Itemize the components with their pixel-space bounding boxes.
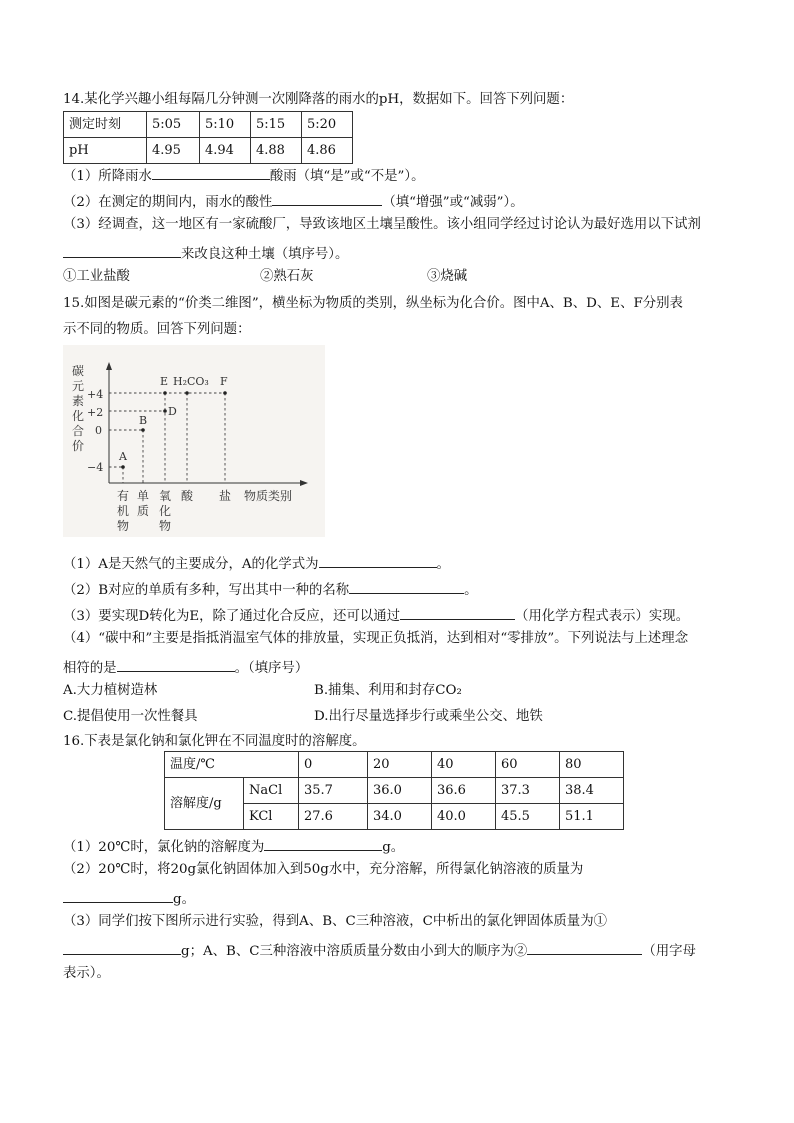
table-cell: 40 xyxy=(432,752,496,778)
table-cell: 38.4 xyxy=(560,778,624,804)
q16-part3: （3）同学们按下图所示进行实验，得到A、B、C三种溶液，C中析出的氯化钾固体质量为① xyxy=(63,914,607,929)
point-label: D xyxy=(168,405,177,418)
q16-stem: 16.下表是氯化钠和氯化钾在不同温度时的溶解度。 xyxy=(63,734,366,749)
answer-blank[interactable] xyxy=(349,578,464,594)
q14-ph-table xyxy=(63,111,353,164)
q15-part4-cont: 相符的是 。（填序号） xyxy=(63,656,308,678)
q15-stem-cont: 示不同的物质。回答下列问题： xyxy=(63,322,251,337)
table-cell: 0 xyxy=(299,752,368,778)
y-title-char: 化 xyxy=(72,409,85,423)
y-tick-label: −4 xyxy=(87,461,104,474)
y-tick-label: +4 xyxy=(87,388,104,401)
y-tick-label: +2 xyxy=(87,406,104,419)
point-h2co3 xyxy=(185,391,189,395)
answer-blank[interactable] xyxy=(319,552,437,568)
y-axis-arrow-icon xyxy=(106,362,112,370)
x-axis-title: 物质类别 xyxy=(244,489,293,503)
point-f xyxy=(223,391,227,395)
q16-part1: （1）20℃时，氯化钠的溶解度为 g。 xyxy=(63,835,404,857)
point-b xyxy=(141,428,145,432)
x-label-char: 物 xyxy=(117,519,130,533)
q15-option-c: C.提倡使用一次性餐具 xyxy=(63,709,198,724)
table-cell: 36.0 xyxy=(368,778,432,804)
table-cell: 4.88 xyxy=(251,138,302,164)
answer-blank[interactable] xyxy=(63,242,181,258)
y-tick-label: 0 xyxy=(95,424,102,437)
y-title-char: 价 xyxy=(72,439,85,453)
q16-solubility-table xyxy=(164,751,624,830)
table-cell: 5:15 xyxy=(251,112,302,138)
table-cell: 4.95 xyxy=(147,138,200,164)
table-cell: 5:10 xyxy=(200,112,251,138)
table-cell: 5:05 xyxy=(147,112,200,138)
table-cell: 36.6 xyxy=(432,778,496,804)
x-label-char: 单 xyxy=(137,489,150,503)
answer-blank[interactable] xyxy=(400,604,515,620)
table-cell: 40.0 xyxy=(432,804,496,830)
table-cell: 34.0 xyxy=(368,804,432,830)
table-row xyxy=(64,112,353,138)
q15-part1: （1）A是天然气的主要成分，A的化学式为 。 xyxy=(63,552,450,574)
q15-part2: （2）B对应的单质有多种，写出其中一种的名称 。 xyxy=(63,578,478,600)
x-label-char: 质 xyxy=(137,504,150,518)
table-cell: 4.94 xyxy=(200,138,251,164)
q14-stem: 14.某化学兴趣小组每隔几分钟测一次刚降落的雨水的pH，数据如下。回答下列问题： xyxy=(63,92,574,107)
q16-part3-end: 表示）。 xyxy=(63,966,110,981)
diagram-svg xyxy=(63,345,325,537)
table-cell: 5:20 xyxy=(302,112,353,138)
table-cell: pH xyxy=(64,138,147,164)
q15-option-a: A.大力植树造林 xyxy=(63,683,158,698)
table-cell: 27.6 xyxy=(299,804,368,830)
x-axis-arrow-icon xyxy=(300,480,308,486)
point-label: B xyxy=(139,414,148,427)
point-e xyxy=(163,391,167,395)
answer-blank[interactable] xyxy=(63,887,173,903)
table-cell: 60 xyxy=(496,752,560,778)
table-cell: KCl xyxy=(244,804,299,830)
q14-option-1: ①工业盐酸 xyxy=(63,269,130,284)
x-label-char: 机 xyxy=(117,504,130,518)
point-label: H₂CO₃ xyxy=(173,375,209,388)
q15-part4: （4）“碳中和”主要是指抵消温室气体的排放量，实现正负抵消，达到相对“零排放”。下列说法与上述理念 xyxy=(63,631,689,646)
table-cell: 80 xyxy=(560,752,624,778)
point-label: F xyxy=(220,375,228,388)
table-cell: 51.1 xyxy=(560,804,624,830)
point-a xyxy=(121,465,125,469)
q14-part3: （3）经调查，这一地区有一家硫酸厂，导致该地区土壤呈酸性。该小组同学经过讨论认为最好选用以下试剂 xyxy=(63,217,701,232)
point-d xyxy=(163,409,167,413)
table-row xyxy=(165,752,624,778)
point-label: E xyxy=(160,375,169,388)
table-row xyxy=(64,138,353,164)
table-cell: 溶解度/g xyxy=(165,778,244,830)
y-title-char: 合 xyxy=(72,424,85,438)
table-cell: 20 xyxy=(368,752,432,778)
x-label-char: 化 xyxy=(159,504,172,518)
q15-option-d: D.出行尽量选择步行或乘坐公交、地铁 xyxy=(314,709,543,724)
answer-blank[interactable] xyxy=(63,939,181,955)
table-cell: 45.5 xyxy=(496,804,560,830)
q14-option-2: ②熟石灰 xyxy=(260,269,314,284)
x-label-char: 有 xyxy=(117,489,130,503)
q16-part3-cont: g；A、B、C三种溶液中溶质质量分数由小到大的顺序为② （用字母 xyxy=(63,939,696,961)
y-title-char: 碳 xyxy=(72,364,85,378)
table-cell: 37.3 xyxy=(496,778,560,804)
table-cell: 4.86 xyxy=(302,138,353,164)
x-label-char: 物 xyxy=(159,519,172,533)
q15-option-b: B.捕集、利用和封存CO₂ xyxy=(314,683,462,698)
y-title-char: 元 xyxy=(72,379,85,393)
answer-blank[interactable] xyxy=(527,939,642,955)
x-label-char: 盐 xyxy=(219,489,232,503)
carbon-valence-diagram xyxy=(63,345,325,537)
q14-part2: （2）在测定的期间内，雨水的酸性 （填“增强”或“减弱”）。 xyxy=(63,190,524,212)
answer-blank[interactable] xyxy=(117,656,235,672)
q16-part2: （2）20℃时，将20g氯化钠固体加入到50g水中，充分溶解，所得氯化钠溶液的质量为 xyxy=(63,862,584,877)
q14-part3-cont: 来改良这种土壤（填序号）。 xyxy=(63,242,348,264)
table-cell: NaCl xyxy=(244,778,299,804)
q15-stem: 15.如图是碳元素的“价类二维图”，横坐标为物质的类别，纵坐标为化合价。图中A、B、D、E、F分别表 xyxy=(63,296,683,311)
table-cell: 温度/℃ xyxy=(165,752,299,778)
table-row xyxy=(165,778,624,804)
q16-part2-cont: g。 xyxy=(63,887,195,909)
answer-blank[interactable] xyxy=(264,835,382,851)
x-label-char: 酸 xyxy=(181,489,194,503)
table-cell: 测定时刻 xyxy=(64,112,147,138)
y-title-char: 素 xyxy=(72,394,85,408)
table-cell: 35.7 xyxy=(299,778,368,804)
point-label: A xyxy=(119,450,127,463)
answer-blank[interactable] xyxy=(152,164,270,180)
q15-part3: （3）要实现D转化为E，除了通过化合反应，还可以通过 （用化学方程式表示）实现。 xyxy=(63,604,689,626)
answer-blank[interactable] xyxy=(272,190,382,206)
x-label-char: 氧 xyxy=(159,489,172,503)
guide-lines xyxy=(109,393,225,483)
q14-part1: （1）所降雨水 酸雨（填“是”或“不是”）。 xyxy=(63,164,424,186)
q14-option-3: ③烧碱 xyxy=(427,269,468,284)
